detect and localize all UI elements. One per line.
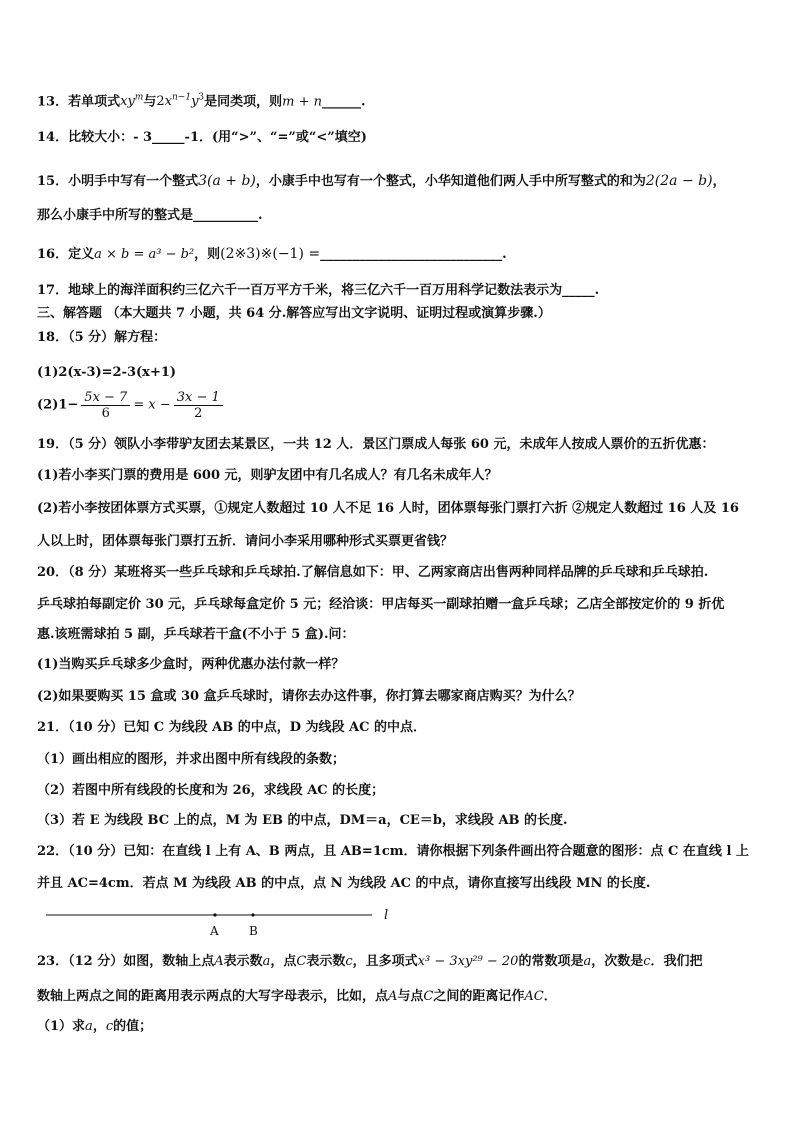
q23-l1b: 表示数 (223, 954, 263, 969)
question-18-part1: (1)2(x-3)=2-3(x+1) (37, 365, 177, 380)
q13-expr2-coef: 2 (156, 94, 165, 110)
q23-l1-c: c (345, 954, 353, 969)
q13-text-b: 与 (143, 94, 157, 110)
q16-text-a: 16．定义 (37, 247, 95, 262)
q23-l1-a2: a (583, 954, 592, 969)
q13-blank: ______. (322, 94, 366, 110)
question-22-line1: 22．（10 分）已知：在直线 l 上有 A、B 两点，且 AB=1cm．请你根据下列条件画出符合题意的图形：点 C 在直线 l 上 (37, 844, 749, 859)
q15-expr-b: 2(2a − b) (645, 173, 713, 189)
q23-l1-poly: x³ − 3xy²⁹ − 20 (417, 954, 519, 969)
q23-l1-c2: c (643, 954, 651, 969)
point-a-label: A (210, 924, 219, 938)
question-18-part2 (37, 390, 764, 421)
q23-l2c: 之间的距离记作 (433, 989, 525, 1004)
question-19-part1: (1)若小李买门票的费用是 600 元，则驴友团中有几名成人？有几名未成年人？ (37, 468, 498, 483)
q23-p1a: （1）求 (37, 1019, 86, 1034)
q16-expr-a: a × b = a³ − b² (94, 247, 195, 262)
q18-p2-mid: = x − (133, 397, 171, 413)
q23-p1b: ， (92, 1019, 106, 1034)
q23-l1d: 表示数 (306, 954, 346, 969)
question-20-line2: 乒乓球拍每副定价 30 元，乒乓球每盒定价 5 元；经洽谈：甲店每买一副球拍赠一盒乒乓球；乙店全部按定价的 9 折优 (37, 597, 725, 612)
q23-l2-AC: AC (524, 989, 544, 1004)
question-20-part1: (1)当购买乒乓球多少盒时，两种优惠办法付款一样？ (37, 657, 345, 672)
q23-l1-A: A (214, 954, 224, 969)
q18-frac2-num: 3x − 1 (174, 390, 223, 406)
q18-p2-label: (2)1− (37, 397, 79, 413)
q13-expr1-base: xy (120, 94, 135, 110)
q23-p1-c: c (105, 1019, 114, 1034)
line-diagram (0, 905, 794, 945)
q23-l2-C: C (423, 989, 434, 1004)
q18-frac2 (174, 390, 223, 421)
q13-text-a: 若单项式 (68, 94, 121, 110)
question-14: 14．比较大小：- 3_____-1．(用“>”、“=”或“<”填空) (37, 130, 367, 145)
question-19-part2a: (2)若小李按团体票方式买票，①规定人数超过 10 人不足 16 人时，团体票每张门票打六折 ②规定人数超过 16 人及 16 (37, 501, 739, 516)
q16-text-b: ，则 (194, 247, 221, 262)
question-23-part1 (37, 1018, 764, 1036)
question-15 (37, 172, 764, 191)
q18-frac1 (81, 390, 130, 421)
question-13 (37, 89, 764, 111)
q13-expr2-x: x (164, 94, 172, 110)
question-20-line1: 20．（8 分）某班将买一些乒乓球和乒乓球拍.了解信息如下：甲、乙两家商店出售两种同样品牌的乒乓球和乒乓球拍. (37, 565, 709, 580)
question-21-part3: （3）若 E 为线段 BC 上的点，M 为 EB 的中点，DM＝a，CE＝b，求线段 AB 的长度. (37, 813, 568, 828)
question-19-part2b: 人以上时，团体票每张门票打五折．请问小李采用哪种形式买票更省钱？ (37, 534, 454, 549)
question-15-line2: 那么小康手中所写的整式是__________. (37, 208, 263, 223)
question-20-line3: 惠.该班需球拍 5 副，乒乓球若干盒(不小于 5 盒).问： (37, 627, 355, 642)
q23-l2b: 与点 (397, 989, 424, 1004)
q13-expr2-yexp: 3 (198, 93, 205, 103)
q15-text-a: 15．小明手中写有一个整式 (37, 174, 199, 189)
q18-frac2-den: 2 (194, 406, 203, 421)
question-21-part2: （2）若图中所有线段的长度和为 26，求线段 AC 的长度； (37, 783, 385, 798)
point-b-dot (251, 913, 254, 916)
section-3-heading: 三、解答题 （本大题共 7 小题，共 64 分.解答应写出文字说明、证明过程或演算步骤.） (37, 306, 551, 321)
q13-number: 13． (37, 94, 69, 110)
q18-frac1-num: 5x − 7 (81, 390, 130, 406)
q23-l1a: 23．（12 分）如图，数轴上点 (37, 954, 215, 969)
q23-l1-a: a (262, 954, 271, 969)
q23-l1-C: C (296, 954, 307, 969)
q23-l1c: ，点 (270, 954, 297, 969)
question-17: 17．地球上的海洋面积约三亿六千一百万平方千米，将三亿六千一百万用科学记数法表示为_____. (37, 283, 600, 298)
q23-l1h: ．我们把 (650, 954, 703, 969)
q18-frac1-den: 6 (101, 406, 110, 421)
q23-l1e: ，且多项式 (352, 954, 418, 969)
q15-text-c: ， (712, 174, 726, 189)
q13-expr1-exp: m (134, 93, 144, 103)
q13-expr2-xexp: n−1 (171, 93, 192, 103)
question-23-line1 (37, 953, 764, 971)
q23-l2-A: A (388, 989, 398, 1004)
q23-l2d: ． (543, 989, 557, 1004)
question-23-line2 (37, 988, 764, 1006)
q23-l2a: 数轴上两点之间的距离用表示两点的大写字母表示，比如，点 (37, 989, 389, 1004)
question-18-title: 18．（5 分）解方程： (37, 330, 167, 345)
line-label-l: l (384, 908, 389, 923)
q23-p1c: 的值； (113, 1019, 153, 1034)
question-22-line2: 并且 AC=4cm．若点 M 为线段 AB 的中点，点 N 为线段 AC 的中点，请你直接写出线段 MN 的长度. (37, 876, 651, 891)
q23-l1g: ，次数是 (591, 954, 644, 969)
point-a-dot (213, 913, 216, 916)
q15-expr-a: 3(a + b) (198, 173, 256, 189)
question-21-title: 21．（10 分）已知 C 为线段 AB 的中点，D 为线段 AC 的中点． (37, 720, 427, 735)
point-b-label: B (249, 924, 258, 938)
question-19-title: 19．（5 分）领队小李带驴友团去某景区，一共 12 人．景区门票成人每张 60 元，未成年人按成人票价的五折优惠： (37, 437, 715, 452)
question-21-part1: （1）画出相应的图形，并求出图中所有线段的条数； (37, 752, 346, 767)
q13-text-c: 是同类项，则 (204, 94, 283, 110)
q15-text-b: ，小康手中也写有一个整式，小华知道他们两人手中所写整式的和为 (255, 174, 646, 189)
q23-p1-a: a (85, 1019, 93, 1034)
q13-expr2-y: y (191, 94, 199, 110)
question-16 (37, 245, 764, 264)
q23-l1f: 的常数项是 (518, 954, 584, 969)
q13-expr3: m + n (282, 94, 323, 110)
q16-blank: ____________________________. (320, 247, 507, 262)
question-20-part2: (2)如果要购买 15 盒或 30 盒乒乓球时，请你去办这件事，你打算去哪家商店购买？为什么？ (37, 689, 581, 704)
q16-expr-b: (2※3)※(−1) = (220, 246, 321, 262)
